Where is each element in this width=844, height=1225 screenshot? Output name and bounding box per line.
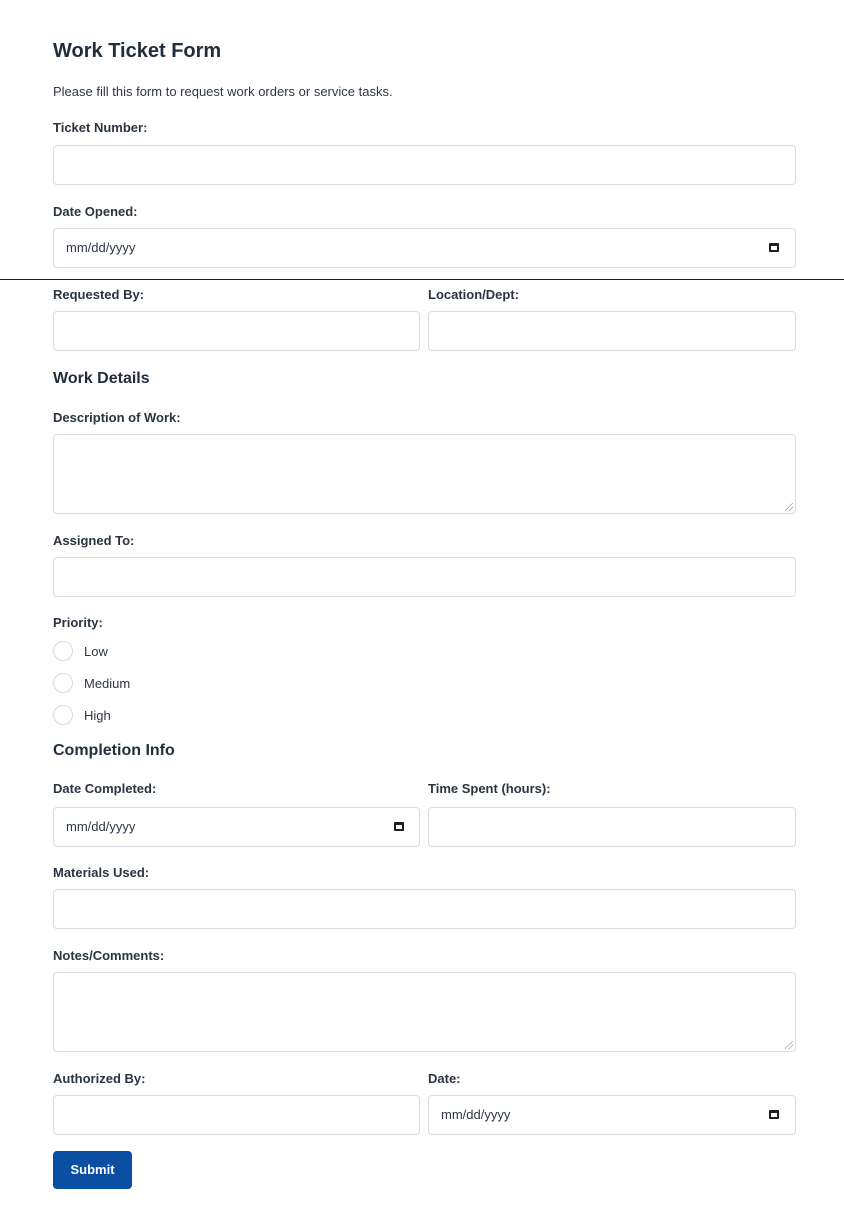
completion-info-heading: Completion Info <box>53 742 175 759</box>
submit-button[interactable]: Submit <box>53 1151 132 1189</box>
priority-low-label[interactable]: Low <box>84 644 108 659</box>
resize-grip-icon[interactable] <box>785 1041 793 1049</box>
date-completed-input[interactable] <box>53 807 420 847</box>
date-opened-label: Date Opened: <box>53 204 138 219</box>
materials-used-input[interactable] <box>53 889 796 929</box>
calendar-icon[interactable] <box>769 1110 779 1119</box>
notes-comments-textarea[interactable] <box>53 972 796 1052</box>
priority-label: Priority: <box>53 615 103 630</box>
authorized-by-input[interactable] <box>53 1095 420 1135</box>
work-details-heading: Work Details <box>53 370 150 387</box>
location-dept-input[interactable] <box>428 311 796 351</box>
authorized-date-input[interactable] <box>428 1095 796 1135</box>
authorized-by-label: Authorized By: <box>53 1071 146 1086</box>
priority-medium-label[interactable]: Medium <box>84 676 131 691</box>
ticket-number-label: Ticket Number: <box>53 120 148 135</box>
resize-grip-icon[interactable] <box>785 503 793 511</box>
notes-comments-label: Notes/Comments: <box>53 948 165 963</box>
priority-high-radio[interactable] <box>53 705 73 725</box>
time-spent-input[interactable] <box>428 807 796 847</box>
calendar-icon[interactable] <box>394 822 404 831</box>
authorized-date-label: Date: <box>428 1071 461 1086</box>
ticket-number-input[interactable] <box>53 145 796 185</box>
form-intro: Please fill this form to request work orders or service tasks. <box>53 84 393 99</box>
priority-medium-radio[interactable] <box>53 673 73 693</box>
date-opened-input[interactable] <box>53 228 796 268</box>
requested-by-label: Requested By: <box>53 287 145 302</box>
date-completed-value: mm/dd/yyyy <box>66 819 136 834</box>
date-opened-value: mm/dd/yyyy <box>66 240 136 255</box>
priority-high-label[interactable]: High <box>84 708 111 723</box>
requested-by-input[interactable] <box>53 311 420 351</box>
time-spent-label: Time Spent (hours): <box>428 781 551 796</box>
page-title: Work Ticket Form <box>53 40 222 62</box>
location-dept-label: Location/Dept: <box>428 287 519 302</box>
date-completed-label: Date Completed: <box>53 781 157 796</box>
calendar-icon[interactable] <box>769 243 779 252</box>
description-textarea[interactable] <box>53 434 796 514</box>
authorized-date-value: mm/dd/yyyy <box>441 1107 511 1122</box>
assigned-to-input[interactable] <box>53 557 796 597</box>
description-label: Description of Work: <box>53 410 181 425</box>
materials-used-label: Materials Used: <box>53 865 150 880</box>
assigned-to-label: Assigned To: <box>53 533 135 548</box>
page-divider <box>0 279 844 280</box>
priority-low-radio[interactable] <box>53 641 73 661</box>
